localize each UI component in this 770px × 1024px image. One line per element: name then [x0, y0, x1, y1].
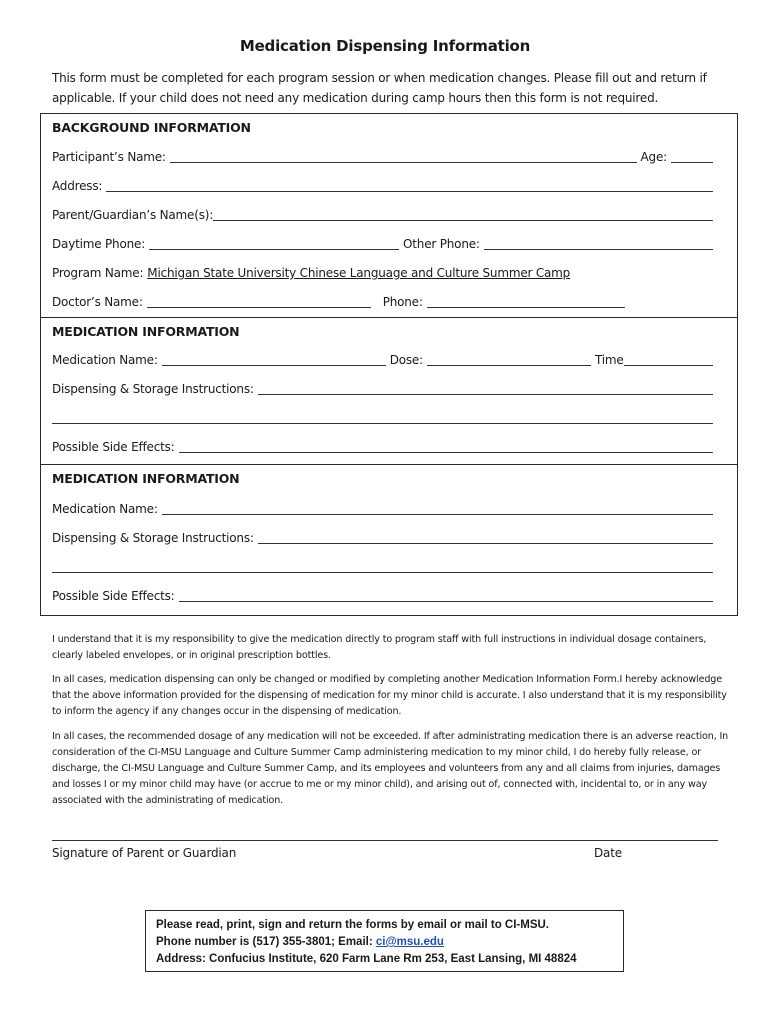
medication-section-2	[40, 464, 738, 616]
page-title: Medication Dispensing Information	[239, 37, 531, 55]
medication-section-1	[40, 317, 738, 465]
signature-label: Signature of Parent or Guardian	[52, 846, 237, 860]
doctor-phone-label: Phone:	[382, 295, 423, 309]
doctor-phone-field[interactable]	[427, 293, 625, 308]
medication-2-side-effects-row	[52, 586, 717, 606]
guardian-name-field[interactable]	[213, 206, 713, 221]
doctor-name-label: Doctor’s Name:	[52, 295, 143, 309]
return-instructions-line: Please read, print, sign and return the forms by email or mail to CI-MSU.	[156, 919, 549, 931]
address-field[interactable]	[106, 177, 713, 192]
time-label: Time	[594, 353, 624, 367]
program-row	[52, 263, 717, 283]
medication-2-side-effects-field[interactable]	[179, 587, 713, 602]
participant-name-field[interactable]	[170, 148, 637, 163]
medication-1-side-effects-field[interactable]	[179, 438, 713, 453]
medication-1-name-label: Medication Name:	[52, 353, 158, 367]
other-phone-label: Other Phone:	[403, 237, 480, 251]
doctor-row	[52, 292, 717, 312]
medication-1-instructions-label: Dispensing & Storage Instructions:	[52, 382, 254, 396]
medication-2-name-label: Medication Name:	[52, 502, 158, 516]
medication-2-side-effects-label: Possible Side Effects:	[52, 589, 175, 603]
release-paragraph: In all cases, the recommended dosage of any medication will not be exceeded. If after administrating medication there is an adverse reaction, In consideration of the CI-MSU Language and Culture Summer Camp administering medication to my minor child, I do hereby fully release, or discharge, the CI-MSU Language and Culture Summer Camp, and its employees and volunteers from any and all claims from injuries, damages and losses I or my minor child may have (or accrue to me or my minor child), and arising out of, connected with, incidental to, or in any way associated with the administrating of medication.	[52, 731, 729, 806]
daytime-phone-field[interactable]	[149, 235, 399, 250]
age-field[interactable]	[671, 148, 713, 163]
address-row	[52, 176, 717, 196]
medication-1-side-effects-row	[52, 437, 717, 457]
medication-1-heading: MEDICATION INFORMATION	[52, 324, 240, 339]
doctor-name-field[interactable]	[147, 293, 371, 308]
daytime-phone-label: Daytime Phone:	[52, 237, 146, 251]
dose-label: Dose:	[389, 353, 423, 367]
program-name-value: Michigan State University Chinese Language and Culture Summer Camp	[147, 266, 571, 280]
email-link[interactable]: ci@msu.edu	[375, 936, 444, 948]
date-label: Date	[594, 846, 622, 860]
acknowledgement-paragraph: In all cases, medication dispensing can only be changed or modified by completing another Medication Information Form.I hereby acknowledge that the above information provided for the dispensing of medication for my minor child is accurate. I also understand that it is my responsibility to inform the agency if any changes occur in the dispensing of medication.	[52, 674, 727, 717]
phone-text: Phone number is (517) 355-3801; Email:	[156, 936, 376, 948]
medication-2-heading: MEDICATION INFORMATION	[52, 471, 240, 486]
return-instructions-box	[145, 910, 624, 972]
program-name-label: Program Name:	[52, 266, 144, 280]
dose-field[interactable]	[427, 351, 591, 366]
other-phone-field[interactable]	[484, 235, 713, 250]
guardian-name-label: Parent/Guardian’s Name(s):	[52, 208, 214, 222]
guardian-row	[52, 205, 717, 225]
signature-line[interactable]	[52, 828, 718, 841]
contact-line	[156, 934, 613, 951]
phones-row	[52, 234, 717, 254]
medication-1-instructions-continued-row	[52, 408, 717, 428]
background-heading: BACKGROUND INFORMATION	[52, 120, 251, 135]
background-section	[40, 113, 738, 318]
time-field[interactable]	[624, 351, 713, 366]
medication-2-name-row	[52, 499, 717, 519]
medication-2-name-field[interactable]	[162, 500, 713, 515]
medication-1-name-row	[52, 350, 717, 370]
intro-text: This form must be completed for each program session or when medication changes. Please fill out and return if applicable. If your child does not need any medication during camp hours then this form is not required.	[52, 71, 707, 105]
responsibility-paragraph: I understand that it is my responsibility to give the medication directly to program staff with full instructions in individual dosage containers, clearly labeled envelopes, or in original prescription bottles.	[52, 634, 707, 661]
address-line: Address: Confucius Institute, 620 Farm Lane Rm 253, East Lansing, MI 48824	[156, 953, 577, 965]
medication-1-side-effects-label: Possible Side Effects:	[52, 440, 175, 454]
medication-1-instructions-row	[52, 379, 717, 399]
medication-2-instructions-row	[52, 528, 717, 548]
medication-2-instructions-field[interactable]	[258, 529, 713, 544]
medication-1-instructions-field-2[interactable]	[52, 409, 713, 424]
medication-2-instructions-field-2[interactable]	[52, 558, 713, 573]
participant-name-label: Participant’s Name:	[52, 150, 166, 164]
age-label: Age:	[640, 150, 667, 164]
medication-1-name-field[interactable]	[162, 351, 386, 366]
medication-1-instructions-field[interactable]	[258, 380, 713, 395]
participant-row	[52, 147, 717, 167]
medication-2-instructions-continued-row	[52, 557, 717, 577]
address-label: Address:	[52, 179, 103, 193]
medication-2-instructions-label: Dispensing & Storage Instructions:	[52, 531, 254, 545]
